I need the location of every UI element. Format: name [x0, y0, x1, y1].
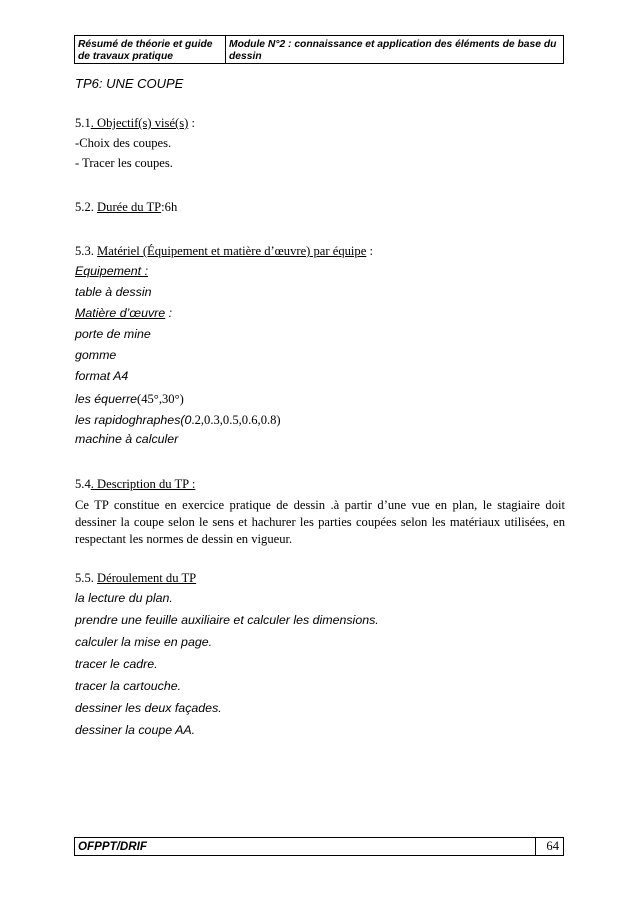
step-item: dessiner la coupe AA. — [75, 723, 196, 737]
equerre-text: les équerre — [75, 392, 137, 406]
equipment-item: table à dessin — [75, 285, 152, 299]
section-material-heading — [75, 244, 373, 259]
step-item: tracer la cartouche. — [75, 679, 182, 693]
section-steps-heading — [75, 571, 196, 586]
matiere-item: gomme — [75, 348, 117, 362]
objective-item: -Choix des coupes. — [75, 136, 172, 150]
header-module-title: Module N°2 : connaissance et application des éléments de base du dessin — [229, 39, 557, 62]
matiere-label: Matière d’œuvre — [75, 306, 166, 320]
section-number: 5.3. — [75, 244, 98, 258]
step-item: prendre une feuille auxiliaire et calculer les dimensions. — [75, 613, 379, 627]
section-suffix: :6h — [161, 200, 178, 214]
step-item: calculer la mise en page. — [75, 635, 213, 649]
rapidograph-sizes: .2,0.3,0.5,0.6,0.8) — [191, 413, 281, 427]
matiere-item: porte de mine — [75, 327, 151, 341]
section-title: Durée du TP — [97, 200, 162, 214]
matiere-label-line — [75, 306, 172, 320]
equipment-label: Equipement : — [75, 264, 149, 278]
section-number: 5.5. — [75, 571, 98, 585]
section-title: Déroulement du TP — [97, 571, 197, 585]
matiere-suffix: : — [165, 306, 173, 320]
rapidograph-text: les rapidoghraphes(0 — [75, 413, 192, 427]
calculator-item: machine à calculer — [75, 432, 179, 446]
tp-title: TP6: UNE COUPE — [75, 76, 184, 91]
section-number: 5.2. — [75, 200, 98, 214]
section-title: . Objectif(s) visé(s) — [90, 116, 189, 130]
section-number: 5.1 — [75, 116, 91, 130]
section-number: 5.4 — [75, 477, 91, 491]
page-footer — [74, 837, 564, 856]
section-suffix: : — [188, 116, 195, 130]
objective-item: - Tracer les coupes. — [75, 156, 173, 170]
section-duration-heading — [75, 200, 177, 215]
page-header — [74, 35, 564, 64]
equerre-angles: (45°,30°) — [137, 392, 184, 406]
rapidograph-item — [75, 411, 281, 429]
step-item: la lecture du plan. — [75, 591, 173, 605]
section-description-heading — [75, 477, 195, 492]
equerre-item — [75, 390, 184, 408]
section-objectives-heading — [75, 116, 195, 131]
description-paragraph: Ce TP constitue en exercice pratique de dessin .à partir d’une vue en plan, le stagiaire doit dessiner la coupe selon le sens et hachurer les parties coupées selon les matériaux utilisées, en respectant les normes de dessin en vigueur. — [75, 498, 565, 546]
matiere-item: format A4 — [75, 369, 129, 383]
section-title: Matériel (Équipement et matière d’œuvre) par équipe — [97, 244, 367, 258]
header-guide-title: Résumé de théorie et guide de travaux pratique — [75, 36, 226, 63]
step-item: dessiner les deux façades. — [75, 701, 222, 715]
section-title: . Description du TP : — [90, 477, 196, 491]
step-item: tracer le cadre. — [75, 657, 158, 671]
section-suffix: : — [366, 244, 373, 258]
page-number: 64 — [535, 838, 563, 855]
footer-organization: OFPPT/DRIF — [78, 840, 147, 853]
